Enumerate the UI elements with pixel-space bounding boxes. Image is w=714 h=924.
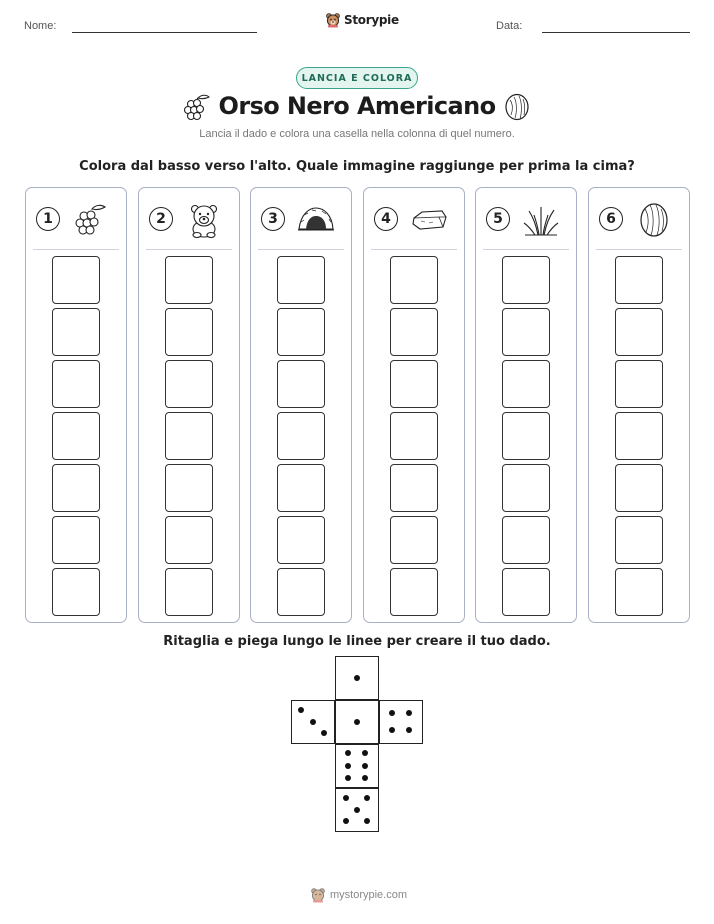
color-box[interactable] bbox=[277, 256, 325, 304]
date-label: Data: bbox=[496, 20, 523, 32]
bear-cub-icon bbox=[184, 201, 224, 239]
color-box[interactable] bbox=[615, 412, 663, 460]
die-pip bbox=[389, 727, 395, 733]
die-pip bbox=[345, 750, 351, 756]
die-face-6 bbox=[335, 744, 379, 788]
color-box[interactable] bbox=[390, 568, 438, 616]
color-box[interactable] bbox=[615, 360, 663, 408]
column-header bbox=[26, 198, 126, 242]
bear-mascot-icon bbox=[325, 12, 341, 28]
color-box[interactable] bbox=[165, 516, 213, 564]
color-box[interactable] bbox=[165, 568, 213, 616]
color-box[interactable] bbox=[390, 360, 438, 408]
color-box[interactable] bbox=[277, 568, 325, 616]
berries-icon bbox=[71, 201, 111, 239]
column-6 bbox=[588, 187, 690, 623]
die-pip bbox=[406, 710, 412, 716]
die-face-4 bbox=[379, 700, 423, 744]
rock-icon bbox=[409, 201, 449, 239]
die-number: 2 bbox=[149, 207, 173, 231]
grass-icon bbox=[521, 201, 561, 239]
coconut-icon bbox=[503, 92, 531, 122]
die-number: 6 bbox=[599, 207, 623, 231]
die-pip bbox=[298, 707, 304, 713]
die-face-5 bbox=[335, 788, 379, 832]
color-box[interactable] bbox=[502, 516, 550, 564]
activity-badge: LANCIA E COLORA bbox=[296, 67, 418, 89]
column-divider bbox=[258, 249, 344, 250]
color-box[interactable] bbox=[502, 308, 550, 356]
die-pip bbox=[362, 775, 368, 781]
die-pip bbox=[406, 727, 412, 733]
color-box[interactable] bbox=[165, 464, 213, 512]
color-box[interactable] bbox=[502, 412, 550, 460]
die-pip bbox=[364, 795, 370, 801]
color-box[interactable] bbox=[390, 412, 438, 460]
color-box[interactable] bbox=[52, 568, 100, 616]
die-pip bbox=[354, 807, 360, 813]
die-pip bbox=[354, 675, 360, 681]
name-line[interactable] bbox=[72, 32, 257, 33]
die-number: 4 bbox=[374, 207, 398, 231]
die-face-3 bbox=[291, 700, 335, 744]
column-header bbox=[476, 198, 576, 242]
column-3 bbox=[250, 187, 352, 623]
color-box[interactable] bbox=[277, 516, 325, 564]
color-box[interactable] bbox=[277, 464, 325, 512]
column-divider bbox=[146, 249, 232, 250]
die-pip bbox=[343, 795, 349, 801]
die-pip bbox=[310, 719, 316, 725]
die-face-1 bbox=[335, 656, 379, 700]
column-divider bbox=[33, 249, 119, 250]
brand-name: Storypie bbox=[344, 13, 399, 27]
color-box[interactable] bbox=[615, 308, 663, 356]
coconut-icon bbox=[634, 201, 674, 239]
die-pip bbox=[343, 818, 349, 824]
column-header bbox=[589, 198, 689, 242]
column-divider bbox=[371, 249, 457, 250]
color-box[interactable] bbox=[502, 256, 550, 304]
color-box[interactable] bbox=[615, 464, 663, 512]
brand-logo bbox=[325, 12, 399, 28]
color-box[interactable] bbox=[165, 360, 213, 408]
instruction-text: Colora dal basso verso l'alto. Quale immagine raggiunge per prima la cima? bbox=[79, 159, 635, 174]
color-box[interactable] bbox=[165, 412, 213, 460]
subtitle: Lancia il dado e colora una casella nella colonna di quel numero. bbox=[199, 128, 515, 140]
bear-mascot-icon bbox=[310, 887, 326, 903]
cut-instruction: Ritaglia e piega lungo le linee per creare il tuo dado. bbox=[163, 634, 551, 649]
die-pip bbox=[321, 730, 327, 736]
die-pip bbox=[362, 750, 368, 756]
footer-text: mystorypie.com bbox=[330, 889, 408, 901]
color-box[interactable] bbox=[390, 256, 438, 304]
column-5 bbox=[475, 187, 577, 623]
color-box[interactable] bbox=[277, 308, 325, 356]
color-box[interactable] bbox=[52, 360, 100, 408]
color-box[interactable] bbox=[52, 464, 100, 512]
color-box[interactable] bbox=[52, 308, 100, 356]
color-box[interactable] bbox=[390, 516, 438, 564]
die-pip bbox=[364, 818, 370, 824]
column-4 bbox=[363, 187, 465, 623]
date-line[interactable] bbox=[542, 32, 690, 33]
color-box[interactable] bbox=[52, 516, 100, 564]
die-pip bbox=[389, 710, 395, 716]
footer bbox=[310, 887, 407, 903]
color-box[interactable] bbox=[277, 412, 325, 460]
die-face-1 bbox=[335, 700, 379, 744]
die-pip bbox=[345, 763, 351, 769]
color-box[interactable] bbox=[615, 516, 663, 564]
color-box[interactable] bbox=[390, 308, 438, 356]
color-box[interactable] bbox=[390, 464, 438, 512]
die-number: 3 bbox=[261, 207, 285, 231]
column-header bbox=[251, 198, 351, 242]
den-icon bbox=[296, 201, 336, 239]
column-divider bbox=[483, 249, 569, 250]
column-2 bbox=[138, 187, 240, 623]
die-pip bbox=[345, 775, 351, 781]
color-box[interactable] bbox=[165, 256, 213, 304]
color-box[interactable] bbox=[502, 464, 550, 512]
column-header bbox=[364, 198, 464, 242]
color-box[interactable] bbox=[502, 568, 550, 616]
die-pip bbox=[354, 719, 360, 725]
color-box[interactable] bbox=[615, 256, 663, 304]
column-header bbox=[139, 198, 239, 242]
name-label: Nome: bbox=[24, 20, 57, 32]
die-number: 1 bbox=[36, 207, 60, 231]
color-box[interactable] bbox=[52, 412, 100, 460]
color-box[interactable] bbox=[502, 360, 550, 408]
color-box[interactable] bbox=[277, 360, 325, 408]
die-pip bbox=[362, 763, 368, 769]
column-divider bbox=[596, 249, 682, 250]
column-1 bbox=[25, 187, 127, 623]
die-number: 5 bbox=[486, 207, 510, 231]
color-box[interactable] bbox=[165, 308, 213, 356]
color-box[interactable] bbox=[52, 256, 100, 304]
page-title: Orso Nero Americano bbox=[218, 92, 496, 120]
color-box[interactable] bbox=[615, 568, 663, 616]
